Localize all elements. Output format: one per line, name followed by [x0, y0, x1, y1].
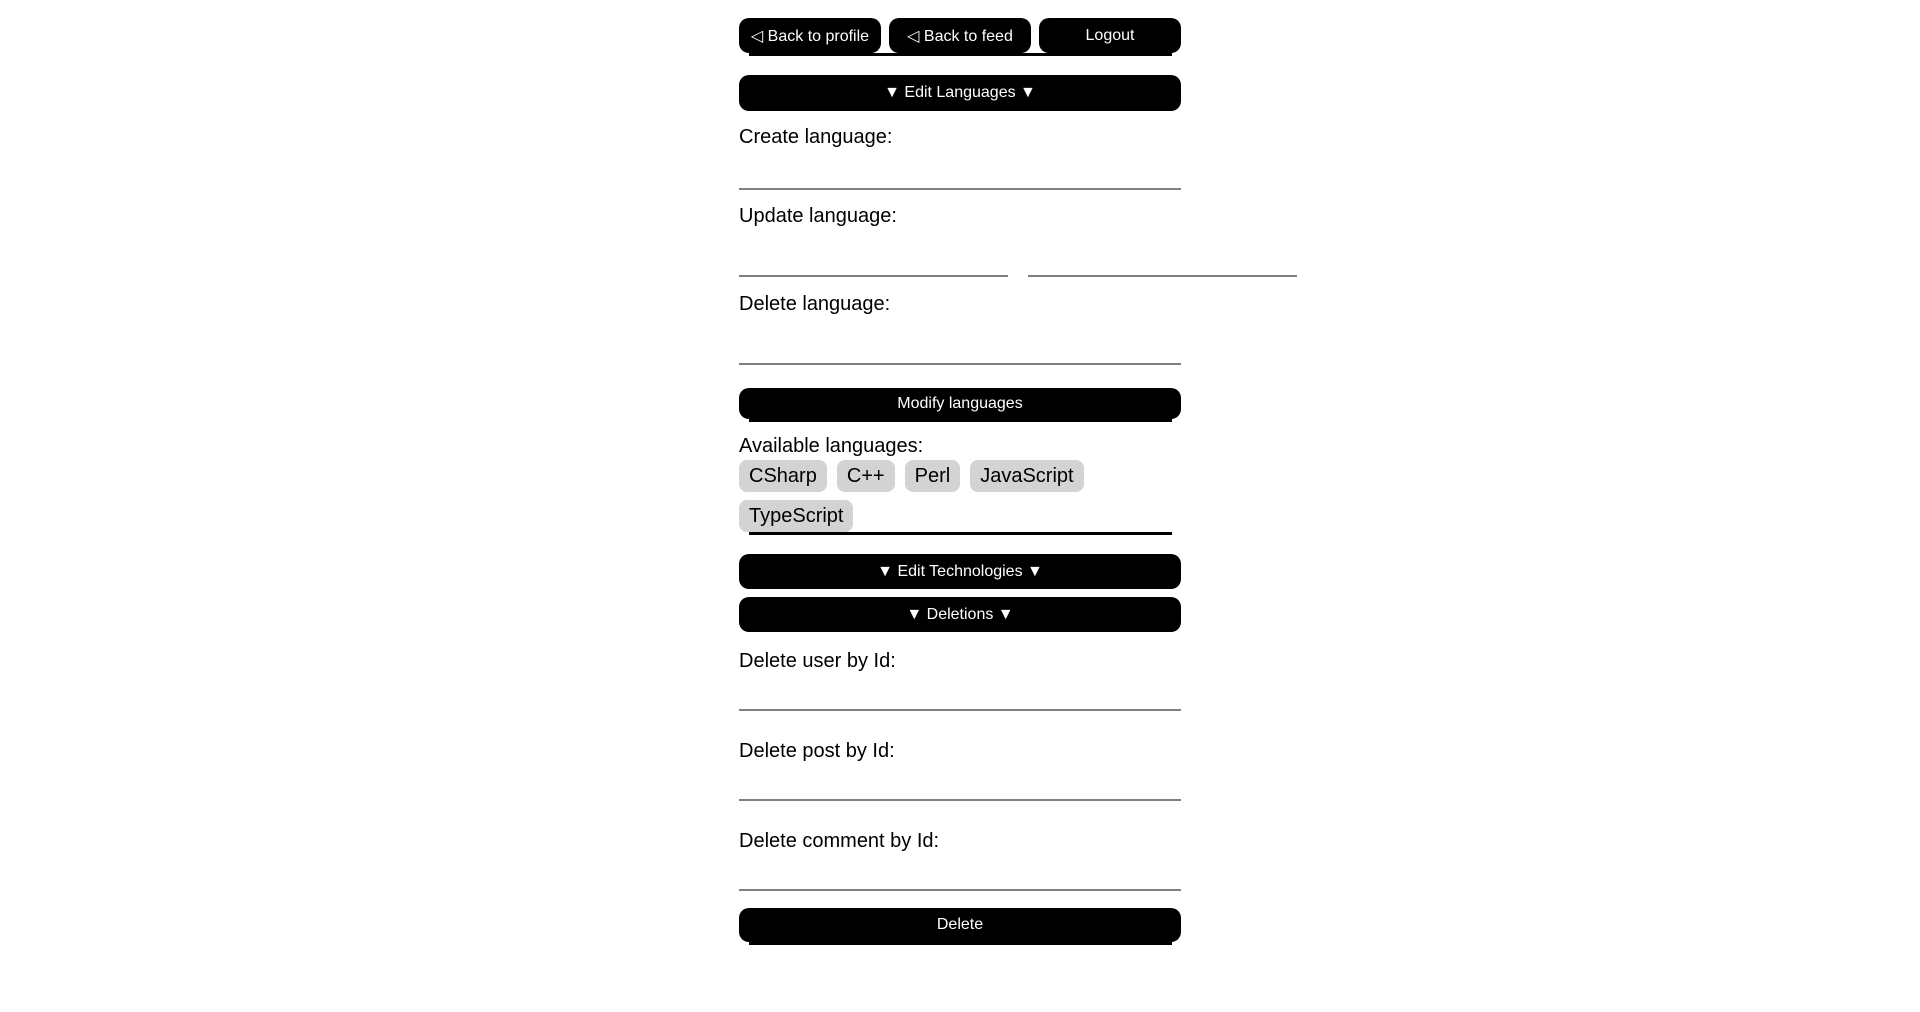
divider [749, 532, 1172, 535]
back-to-feed-button[interactable]: ◁ Back to feed [889, 18, 1031, 53]
update-language-first-input[interactable] [739, 229, 1008, 277]
update-language-label: Update language: [739, 205, 897, 227]
available-languages-list [739, 460, 1181, 532]
language-chip: C++ [837, 460, 895, 492]
delete-comment-input[interactable] [739, 854, 1181, 891]
edit-technologies-toggle[interactable]: ▼ Edit Technologies ▼ [739, 554, 1181, 589]
modify-languages-button[interactable]: Modify languages [739, 388, 1181, 419]
edit-languages-toggle[interactable]: ▼ Edit Languages ▼ [739, 75, 1181, 111]
language-chip: TypeScript [739, 500, 853, 532]
divider [749, 942, 1172, 945]
top-nav [739, 18, 1181, 53]
content-column [739, 18, 1181, 945]
language-chip: Perl [905, 460, 961, 492]
delete-post-label: Delete post by Id: [739, 740, 895, 762]
delete-button[interactable]: Delete [739, 908, 1181, 942]
update-language-inputs [739, 229, 1181, 277]
available-languages-label: Available languages: [739, 435, 924, 457]
logout-button[interactable]: Logout [1039, 18, 1181, 53]
language-chip: CSharp [739, 460, 827, 492]
delete-comment-label: Delete comment by Id: [739, 830, 940, 852]
divider [749, 53, 1172, 56]
delete-language-label: Delete language: [739, 293, 891, 315]
back-to-profile-button[interactable]: ◁ Back to profile [739, 18, 881, 53]
delete-user-input[interactable] [739, 674, 1181, 711]
update-language-second-input[interactable] [1028, 229, 1297, 277]
delete-language-input[interactable] [739, 317, 1181, 365]
language-chip: JavaScript [970, 460, 1083, 492]
divider [749, 419, 1172, 422]
delete-post-input[interactable] [739, 764, 1181, 801]
create-language-input[interactable] [739, 150, 1181, 190]
delete-user-label: Delete user by Id: [739, 650, 896, 672]
create-language-label: Create language: [739, 126, 893, 148]
deletions-toggle[interactable]: ▼ Deletions ▼ [739, 597, 1181, 632]
